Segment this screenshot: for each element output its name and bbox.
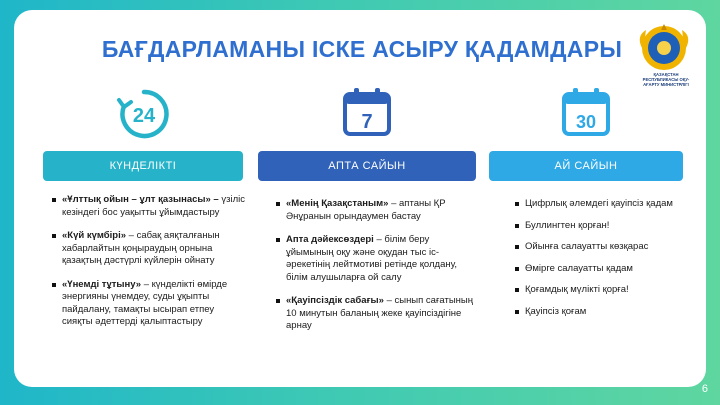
24-hour-clock-icon: [116, 86, 172, 142]
column-weekly: [276, 198, 476, 344]
calendar-number: 30: [575, 112, 597, 132]
page-number: 6: [701, 383, 708, 395]
clock-number: 24: [132, 105, 156, 127]
list-item: Қоғамдық мүлікті қорға!: [515, 284, 675, 297]
ministry-label: ҚАЗАҚСТАН РЕСПУБЛИКАСЫ ОҚУ-АҒАРТУ МИНИСТРЛІГІ: [642, 72, 690, 87]
list-item: «Үнемді тұтыну» – күнделікті өмірде энергияны үнемдеу, суды ұқыпты пайдалану, тамақты ысырап етпеу сияқты әдеттерді қалыптастыру: [52, 279, 247, 329]
list-item: «Ұлттық ойын – ұлт қазынасы» – үзіліс кезіндегі бос уақытты ұйымдастыру: [52, 194, 247, 219]
list-item: «Күй күмбірі» – сабақ аяқталғанын хабарлайтын қоңыраудың орнына қазақтың дәстүрлі күйлерін ойнату: [52, 230, 247, 268]
column-monthly: [515, 198, 675, 327]
list-item: Өмірге салауатты қадам: [515, 263, 675, 276]
slide-title: БАҒДАРЛАМАНЫ ІСКЕ АСЫРУ ҚАДАМДАРЫ: [101, 36, 623, 62]
list-item: «Қауіпсіздік сабағы» – сынып сағатының 10 минутын баланың жеке қауіпсіздігіне арнау: [276, 295, 476, 333]
list-item: Буллингтен қорған!: [515, 220, 675, 233]
list-item: Апта дәйексөздері – білім беру ұйымының оқу және оқудан тыс іс-әрекетінің лейтмотиві ретінде қолдану, білім алушыларға ой салу: [276, 234, 476, 284]
header-monthly: АЙ САЙЫН: [489, 151, 683, 181]
calendar-30-icon: [560, 86, 612, 138]
header-weekly: АПТА САЙЫН: [258, 151, 476, 181]
list-item: Цифрлық әлемдегі қауіпсіз қадам: [515, 198, 675, 211]
column-daily: [52, 194, 247, 340]
list-item: Ойынға салауатты көзқарас: [515, 241, 675, 254]
state-emblem-icon: [634, 22, 694, 78]
list-item: Қауіпсіз қоғам: [515, 306, 675, 319]
list-item: «Менің Қазақстаным» – аптаны ҚР Әнұранын орындаумен бастау: [276, 198, 476, 223]
header-daily: КҮНДЕЛІКТІ: [43, 151, 243, 181]
calendar-7-icon: [341, 86, 393, 138]
calendar-number: 7: [361, 111, 373, 133]
